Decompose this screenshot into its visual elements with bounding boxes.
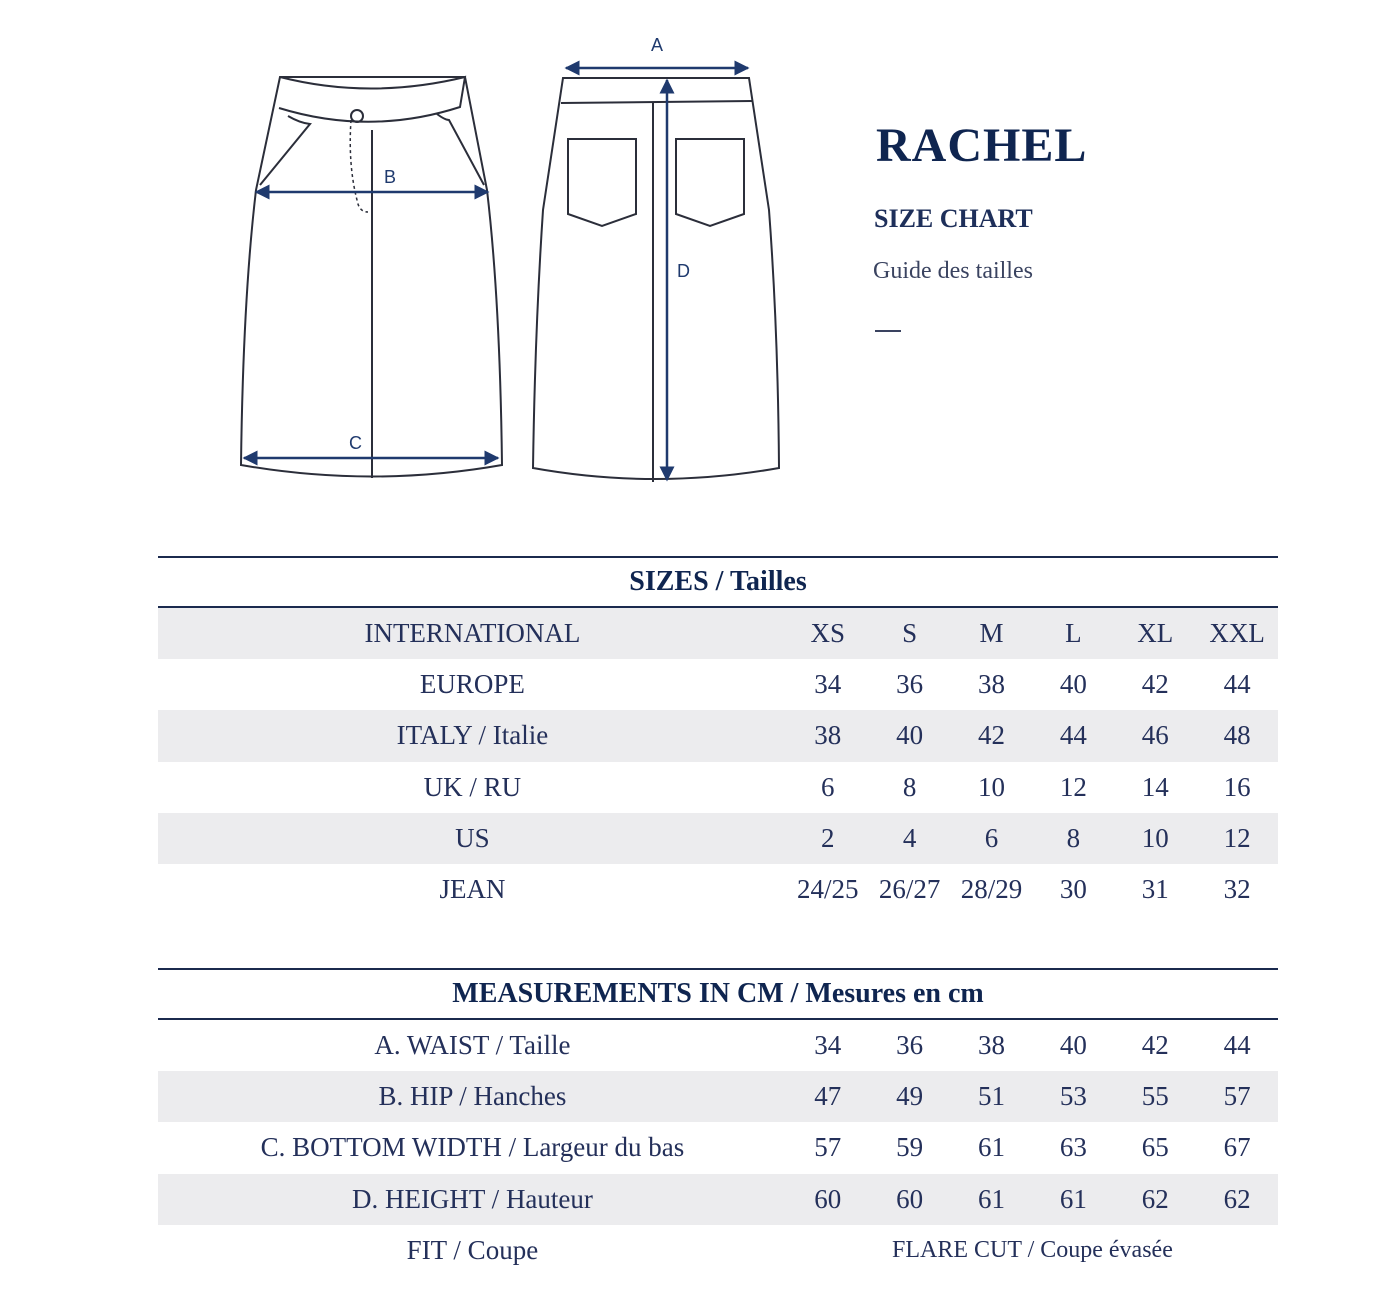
row-label: D. HEIGHT / Hauteur xyxy=(351,1183,593,1214)
measure-cell: 63 xyxy=(1059,1132,1087,1163)
measure-cell: 44 xyxy=(1223,1030,1251,1061)
table-row xyxy=(158,813,1278,864)
label-b: B xyxy=(384,167,397,187)
measure-cell: 67 xyxy=(1223,1132,1251,1163)
table-row xyxy=(158,710,1278,761)
row-label: JEAN xyxy=(439,874,506,905)
measure-cell: 61 xyxy=(1059,1183,1087,1214)
row-label: EUROPE xyxy=(419,669,525,700)
size-cell: XXL xyxy=(1209,618,1265,649)
table-row xyxy=(158,864,1278,915)
row-label: B. HIP / Hanches xyxy=(378,1081,567,1112)
size-cell: 16 xyxy=(1223,771,1251,802)
measure-cell: 40 xyxy=(1059,1030,1087,1061)
measure-cell: 38 xyxy=(978,1030,1006,1061)
sizes-heading: SIZES / Tailles xyxy=(629,566,807,597)
size-cell: 10 xyxy=(1141,822,1169,853)
size-cell: 32 xyxy=(1223,874,1251,905)
size-cell: 4 xyxy=(902,822,917,853)
measure-cell: 51 xyxy=(978,1081,1006,1112)
measure-cell: 65 xyxy=(1141,1132,1169,1163)
size-chart-heading-fr: Guide des tailles xyxy=(873,258,1033,284)
size-cell: 30 xyxy=(1059,874,1087,905)
table-row xyxy=(158,1174,1278,1225)
measure-cell: 34 xyxy=(814,1030,842,1061)
measure-cell: 57 xyxy=(1223,1081,1251,1112)
size-cell: S xyxy=(902,618,918,649)
skirt-front-view xyxy=(241,77,502,478)
size-cell: 42 xyxy=(1141,669,1169,700)
table-row xyxy=(158,1020,1278,1071)
size-cell: 40 xyxy=(896,720,924,751)
back-waistband xyxy=(561,101,752,103)
front-fly-stitch xyxy=(350,120,368,212)
fit-label: FIT / Coupe xyxy=(406,1234,539,1265)
row-label: US xyxy=(455,822,490,853)
size-cell: 34 xyxy=(814,669,842,700)
measure-cell: 61 xyxy=(978,1132,1006,1163)
back-right-pocket xyxy=(676,139,744,226)
skirt-diagrams xyxy=(0,0,820,500)
measure-cell: 60 xyxy=(814,1183,842,1214)
size-cell: 2 xyxy=(821,822,835,853)
size-cell: 24/25 xyxy=(797,874,859,905)
table-row xyxy=(158,762,1278,813)
size-cell: 31 xyxy=(1141,874,1169,905)
divider-dash xyxy=(875,330,901,332)
size-cell: 44 xyxy=(1059,720,1087,751)
size-cell: 48 xyxy=(1223,720,1251,751)
back-left-pocket xyxy=(568,139,636,226)
size-cell: 28/29 xyxy=(960,874,1023,905)
size-cell: L xyxy=(1065,618,1082,649)
size-cell: 40 xyxy=(1059,669,1087,700)
measure-cell: 57 xyxy=(814,1132,842,1163)
measure-cell: 62 xyxy=(1141,1183,1169,1214)
measure-cell: 47 xyxy=(814,1081,842,1112)
table-row xyxy=(158,1122,1278,1173)
label-d: D xyxy=(677,261,690,281)
size-cell: 8 xyxy=(1066,822,1081,853)
size-cell: M xyxy=(979,618,1004,649)
row-label: UK / RU xyxy=(423,771,522,802)
measure-cell: 49 xyxy=(896,1081,924,1112)
measure-cell: 55 xyxy=(1141,1081,1169,1112)
front-right-pocket xyxy=(437,114,484,185)
size-cell: 6 xyxy=(821,771,835,802)
row-label: INTERNATIONAL xyxy=(364,618,581,649)
label-c: C xyxy=(349,433,362,453)
measure-cell: 42 xyxy=(1141,1030,1169,1061)
size-chart-heading: SIZE CHART xyxy=(874,204,1033,233)
size-cell: 14 xyxy=(1141,771,1169,802)
measure-cell: 53 xyxy=(1059,1081,1087,1112)
fit-value: FLARE CUT / Coupe évasée xyxy=(892,1236,1173,1263)
size-cell: 38 xyxy=(814,720,842,751)
row-label: A. WAIST / Taille xyxy=(374,1030,571,1061)
size-cell: 44 xyxy=(1223,669,1251,700)
row-label: C. BOTTOM WIDTH / Largeur du bas xyxy=(260,1132,685,1163)
table-row xyxy=(158,659,1278,710)
table-row xyxy=(158,1225,1278,1276)
sizes-table xyxy=(158,556,1278,915)
size-cell: 6 xyxy=(984,822,999,853)
measure-cell: 62 xyxy=(1223,1183,1251,1214)
measurements-table xyxy=(158,968,1278,1276)
size-cell: XS xyxy=(810,618,846,649)
measure-cell: 36 xyxy=(896,1030,924,1061)
size-cell: 10 xyxy=(978,771,1006,802)
measure-cell: 60 xyxy=(896,1183,924,1214)
table-row xyxy=(158,1071,1278,1122)
size-cell: 38 xyxy=(978,669,1006,700)
product-title: RACHEL xyxy=(876,119,1088,172)
measure-cell: 59 xyxy=(896,1132,924,1163)
row-label: ITALY / Italie xyxy=(396,720,549,751)
size-cell: 12 xyxy=(1059,771,1087,802)
label-a: A xyxy=(651,35,664,55)
measurements-heading: MEASUREMENTS IN CM / Mesures en cm xyxy=(452,978,984,1009)
size-cell: 12 xyxy=(1223,822,1251,853)
size-cell: 36 xyxy=(896,669,924,700)
size-cell: XL xyxy=(1137,618,1174,649)
size-cell: 26/27 xyxy=(878,874,941,905)
front-left-pocket xyxy=(260,116,310,185)
size-cell: 8 xyxy=(902,771,917,802)
size-cell: 46 xyxy=(1141,720,1169,751)
skirt-back-view xyxy=(533,78,779,482)
measure-cell: 61 xyxy=(978,1183,1006,1214)
front-button xyxy=(351,110,363,122)
table-row xyxy=(158,608,1278,659)
size-cell: 42 xyxy=(978,720,1006,751)
